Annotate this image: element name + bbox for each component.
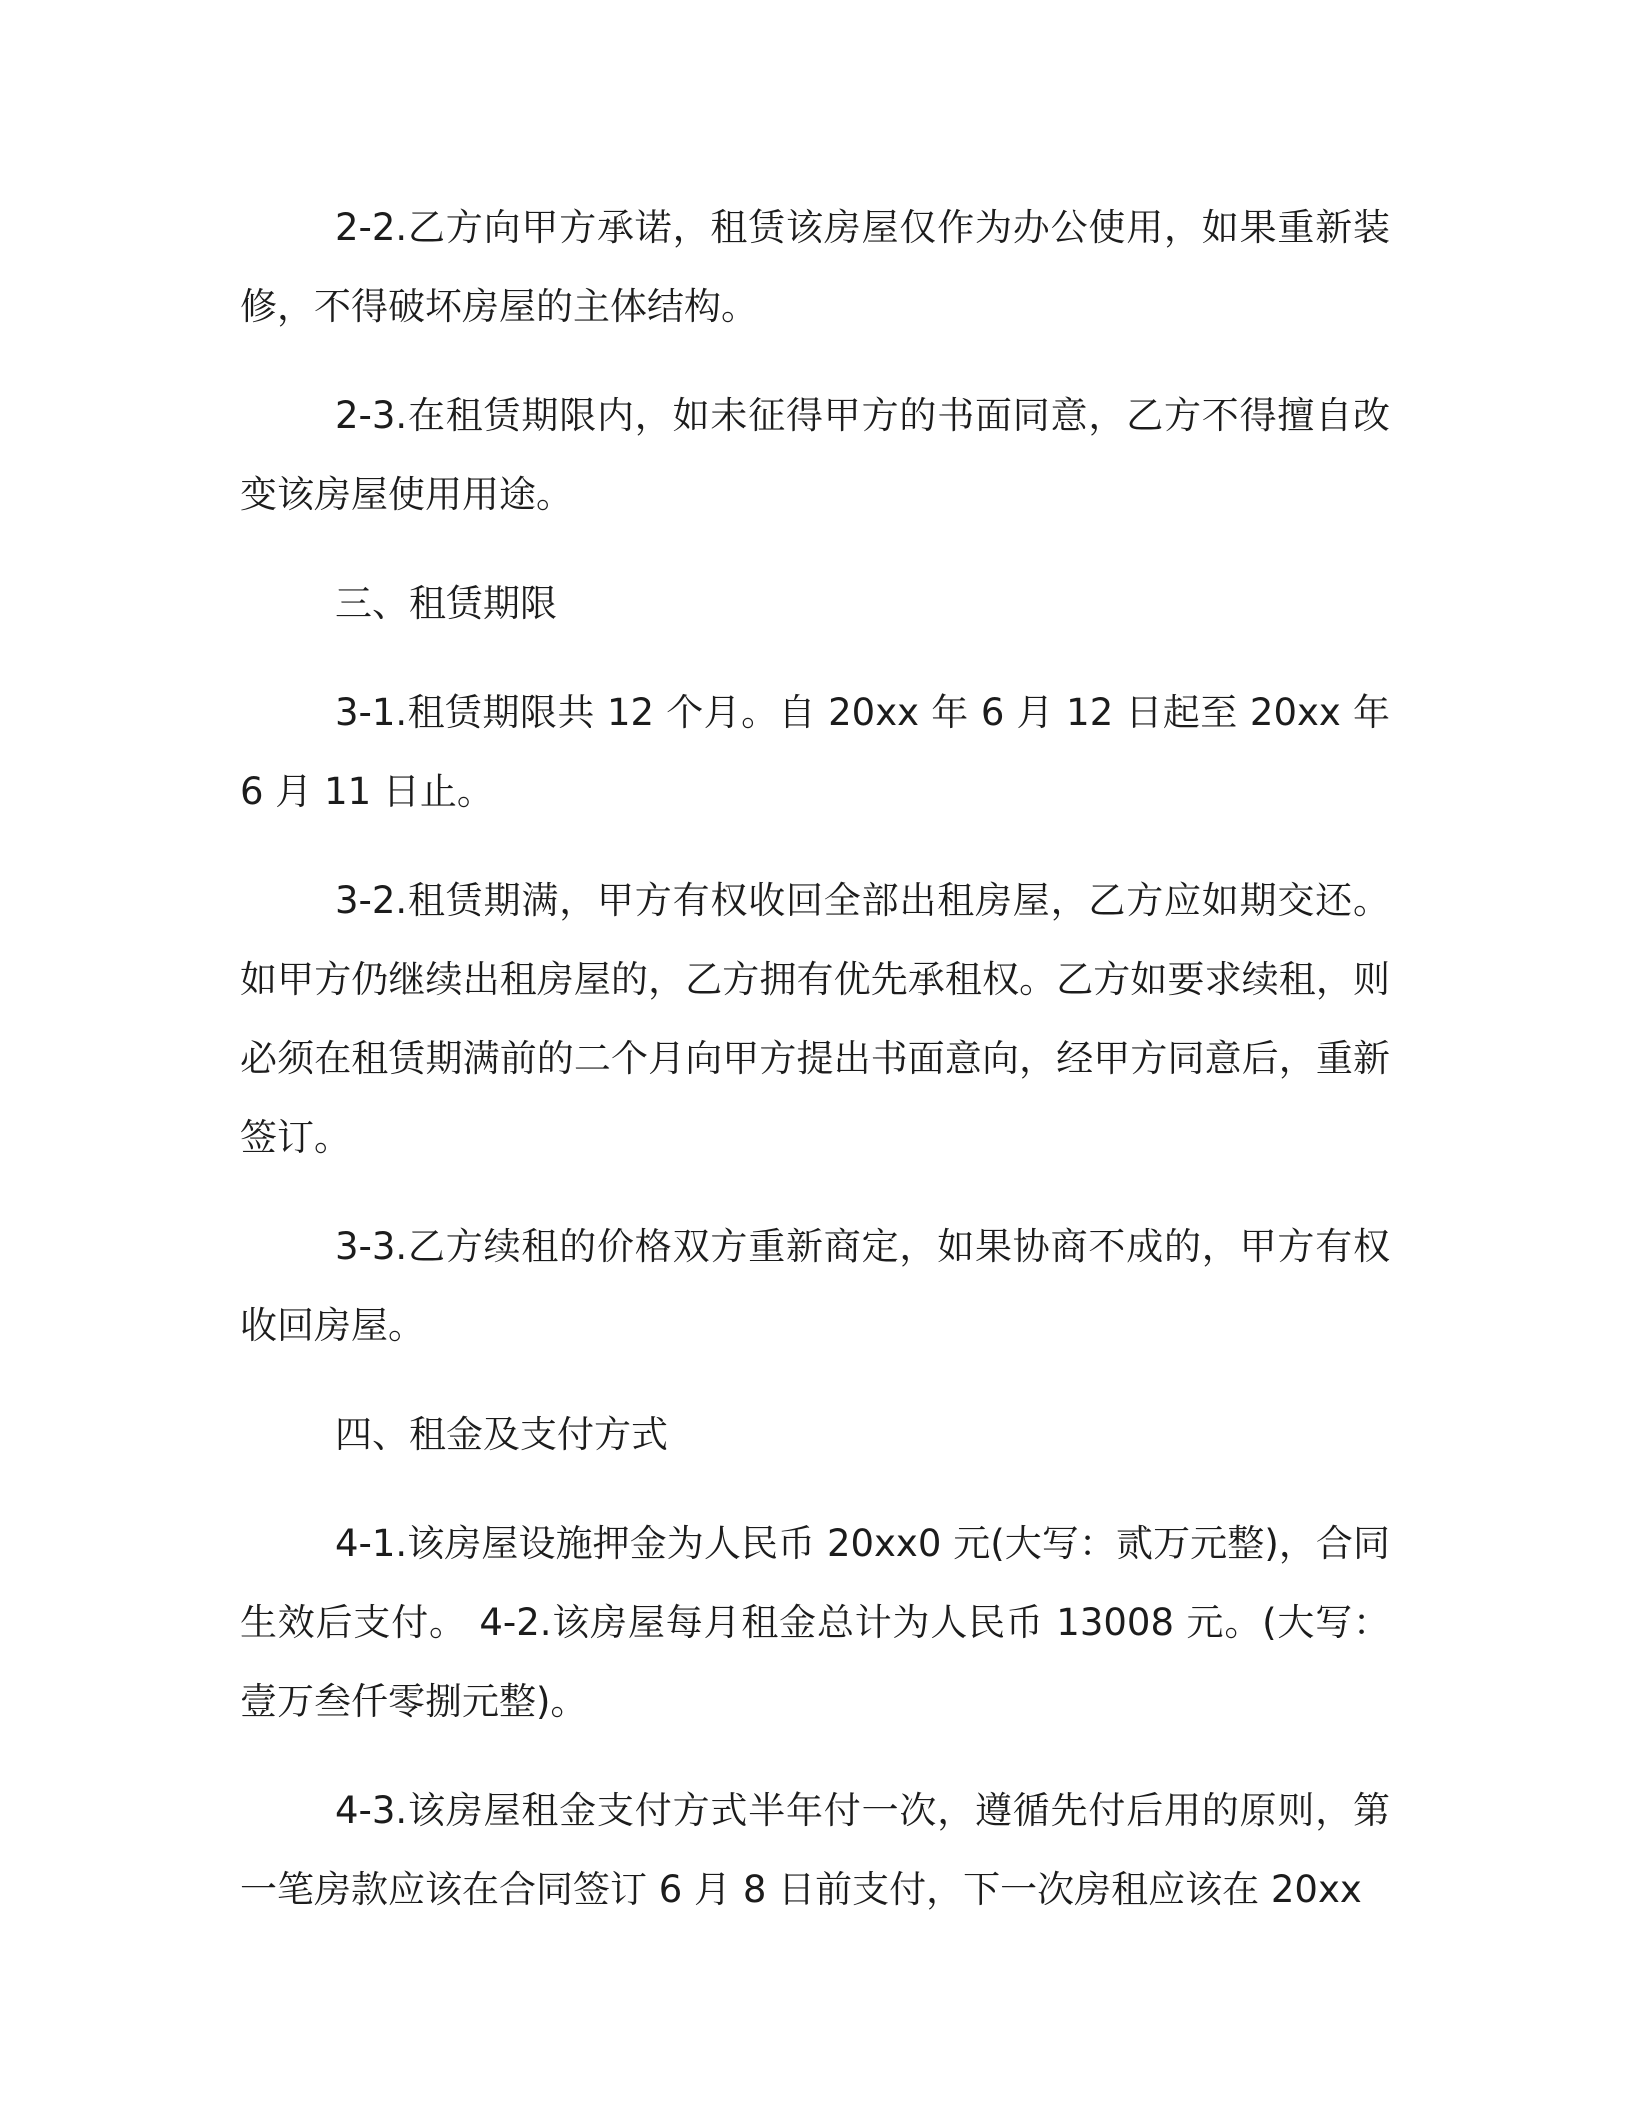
clause-3-3: 3-3.乙方续租的价格双方重新商定，如果协商不成的，甲方有权收回房屋。 [240, 1225, 1390, 1347]
clause-3-2: 3-2.租赁期满，甲方有权收回全部出租房屋，乙方应如期交还。如甲方仍继续出租房屋的，乙方拥有优先承租权。乙方如要求续租，则必须在租赁期满前的二个月向甲方提出书面意向，经甲方同意后，重新签订。 [240, 879, 1390, 1159]
clause-2-2: 2-2.乙方向甲方承诺，租赁该房屋仅作为办公使用，如果重新装修，不得破坏房屋的主体结构。 [240, 206, 1390, 328]
document-page [240, 188, 1390, 1959]
clause-4-1-4-2: 4-1.该房屋设施押金为人民币 20xx0 元(大写：贰万元整)，合同生效后支付。 4-2.该房屋每月租金总计为人民币 13008 元。(大写：壹万叁仟零捌元整)。 [240, 1522, 1390, 1723]
section-heading-lease-term: 三、租赁期限 [335, 582, 557, 625]
section-heading-rent-payment: 四、租金及支付方式 [335, 1413, 668, 1456]
clause-4-3: 4-3.该房屋租金支付方式半年付一次，遵循先付后用的原则，第一笔房款应该在合同签订 6 月 8 日前支付，下一次房租应该在 20xx [240, 1789, 1390, 1911]
clause-2-3: 2-3.在租赁期限内，如未征得甲方的书面同意，乙方不得擅自改变该房屋使用用途。 [240, 394, 1390, 516]
clause-3-1: 3-1.租赁期限共 12 个月。自 20xx 年 6 月 12 日起至 20xx 年 6 月 11 日止。 [240, 691, 1390, 813]
